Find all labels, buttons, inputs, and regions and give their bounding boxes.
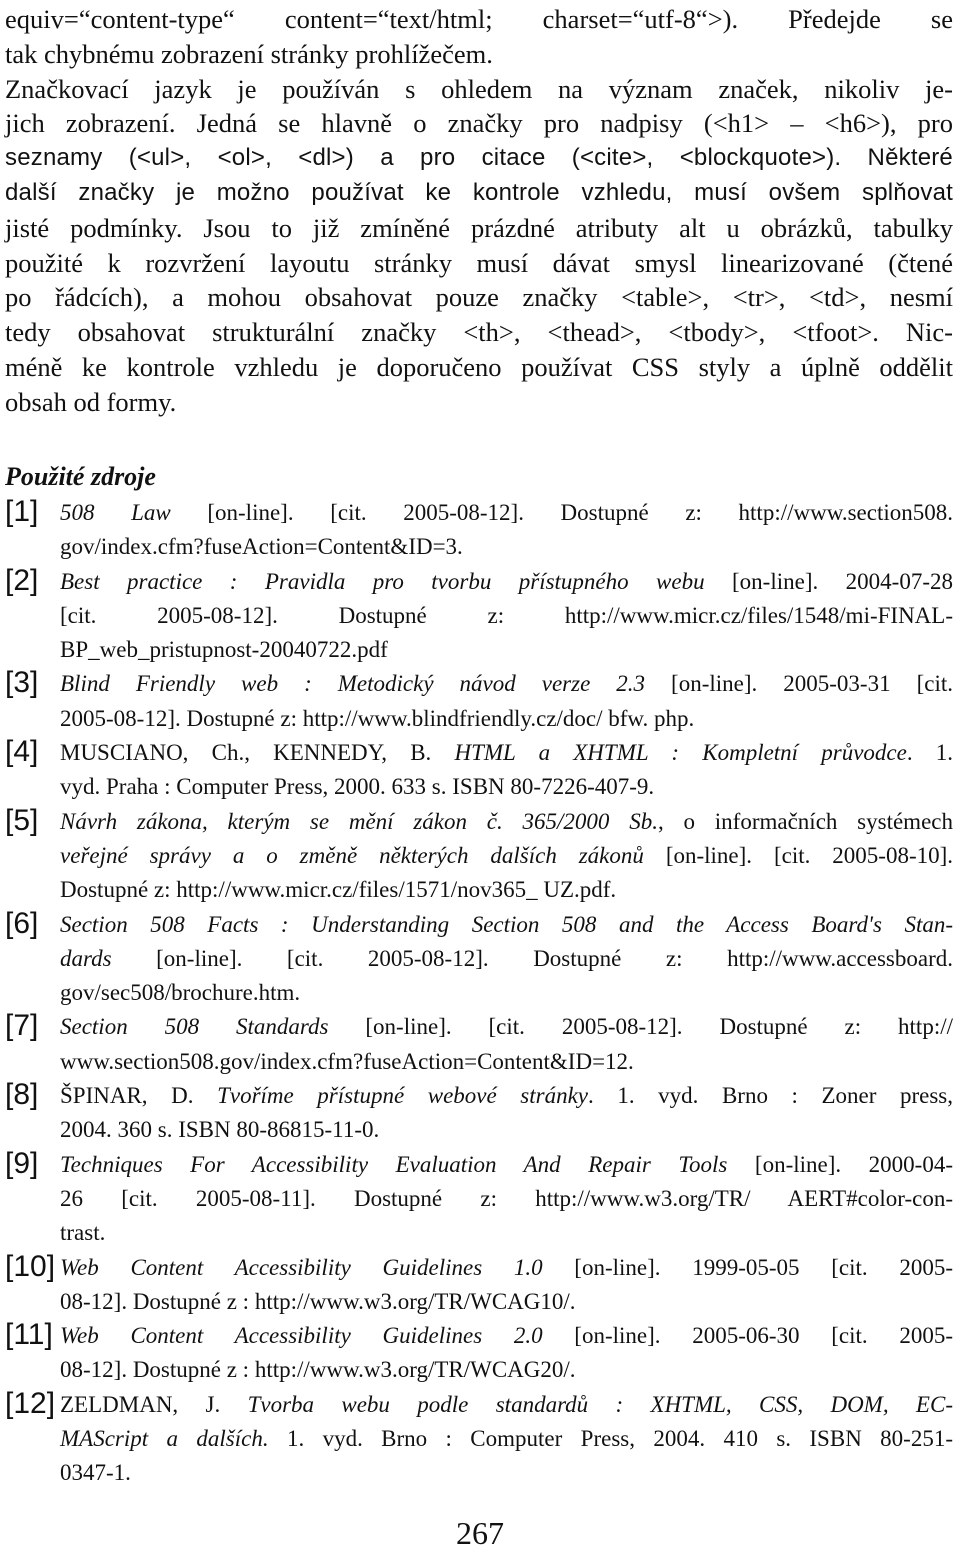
reference-line (60, 565, 953, 599)
reference-text: www.section508.gov/index.cfm?fuseAction=Content&ID=12. (60, 1048, 634, 1074)
reference-item (5, 805, 953, 908)
reference-line (60, 805, 953, 839)
reference-item (5, 908, 953, 1011)
reference-text: . 1. vyd. Brno : Zoner press, (588, 1083, 953, 1109)
reference-item (5, 1319, 953, 1388)
reference-text: 0347-1. (60, 1460, 131, 1486)
reference-number: [7] (5, 1009, 39, 1043)
reference-item (5, 565, 953, 668)
body-line: tedy obsahovat strukturální značky <th>, <thead>, <tbody>, <tfoot>. Nic- (5, 317, 953, 348)
reference-title: Web Content Accessibility Guidelines 2.0 (60, 1323, 543, 1349)
reference-text: 08-12]. Dostupné z : http://www.w3.org/TR/WCAG20/. (60, 1357, 576, 1383)
reference-number: [10] (5, 1249, 56, 1283)
reference-title: Blind Friendly web : Metodický návod verze 2.3 (60, 671, 646, 697)
body-paragraphs (5, 2, 953, 420)
reference-line (60, 1148, 953, 1182)
reference-title: HTML a XHTML : Kompletní průvodce (454, 740, 907, 766)
reference-number: [1] (5, 495, 39, 528)
reference-title: Tvoříme přístupné webové stránky (217, 1083, 588, 1109)
body-line: méně ke kontrole vzhledu je doporučeno používat CSS styly a úplně oddělit (5, 351, 953, 382)
reference-title: 508 Law (60, 500, 171, 525)
reference-number: [6] (5, 906, 39, 940)
reference-line (60, 1045, 953, 1079)
page-number: 267 (456, 1515, 504, 1551)
reference-title: Web Content Accessibility Guidelines 1.0 (60, 1254, 543, 1280)
reference-text: [on-line]. [cit. 2005-08-12]. Dostupné z: http://www.section508. (170, 500, 953, 525)
reference-line (60, 839, 953, 873)
reference-line (60, 1079, 953, 1113)
reference-number: [5] (5, 803, 39, 837)
reference-number: [9] (5, 1146, 39, 1180)
reference-title: veřejné správy a o změně některých dalších zákonů (60, 842, 644, 868)
reference-text: [on-line]. [cit. 2005-08-10]. (643, 842, 954, 868)
reference-line (60, 1422, 953, 1456)
body-line: obsah od formy. (5, 386, 177, 417)
reference-number: [8] (5, 1078, 39, 1112)
reference-number: [11] (5, 1318, 53, 1352)
reference-text: [on-line]. [cit. 2005-08-12]. Dostupné z: http://www.accessboard. (111, 945, 953, 971)
reference-text: [cit. 2005-08-12]. Dostupné z: http://www.micr.cz/files/1548/mi-FINAL- (60, 602, 953, 628)
reference-text: 2004. 360 s. ISBN 80-86815-11-0. (60, 1117, 380, 1143)
reference-item (5, 667, 953, 736)
reference-line (60, 1113, 953, 1147)
reference-text: [on-line]. 2005-06-30 [cit. 2005- (542, 1323, 953, 1349)
reference-line (60, 496, 953, 530)
reference-line (60, 1353, 953, 1387)
reference-line (60, 1319, 953, 1353)
reference-line (60, 1456, 953, 1490)
reference-number: [2] (5, 563, 39, 597)
reference-text: [on-line]. 1999-05-05 [cit. 2005- (542, 1254, 953, 1280)
body-line: použité k rozvržení layoutu stránky musí dávat smysl linearizované (čtené (5, 247, 953, 278)
body-line: seznamy (<ul>, <ol>, <dl>) a pro citace (<cite>, <blockquote>). Některé (5, 144, 953, 172)
reference-text: ZELDMAN, J. (60, 1391, 248, 1417)
reference-number: [12] (5, 1386, 56, 1420)
reference-line (60, 1251, 953, 1285)
body-line: po řádcích), a mohou obsahovat pouze značky <table>, <tr>, <td>, nesmí (5, 282, 953, 313)
reference-title: dards (60, 945, 112, 971)
reference-text: 1. vyd. Brno : Computer Press, 2004. 410 s. ISBN 80-251- (268, 1426, 953, 1452)
reference-line (60, 1388, 953, 1422)
reference-line (60, 633, 953, 667)
reference-title: Návrh zákona, kterým se mění zákon č. 365/2000 Sb. (60, 808, 658, 834)
reference-text: [on-line]. [cit. 2005-08-12]. Dostupné z: http:// (328, 1014, 953, 1040)
reference-line (60, 530, 953, 564)
reference-text: 26 [cit. 2005-08-11]. Dostupné z: http://www.w3.org/TR/ AERT#color-con- (60, 1185, 953, 1211)
reference-line (60, 770, 953, 804)
reference-line (60, 873, 953, 907)
reference-line (60, 908, 953, 942)
reference-line (60, 1285, 953, 1319)
reference-item (5, 736, 953, 805)
reference-text: 08-12]. Dostupné z : http://www.w3.org/TR/WCAG10/. (60, 1288, 576, 1314)
reference-text: [on-line]. 2000-04- (727, 1151, 953, 1177)
reference-text: . 1. (906, 740, 953, 766)
reference-title: Section 508 Facts : Understanding Section 508 and the Access Board's Stan- (60, 911, 953, 937)
reference-line (60, 667, 953, 701)
reference-line (60, 942, 953, 976)
body-line: tak chybnému zobrazení stránky prohlížečem. (5, 38, 493, 69)
reference-text: [on-line]. 2005-03-31 [cit. (645, 671, 953, 697)
reference-item (5, 1388, 953, 1491)
reference-title: Tvorba webu podle standardů : XHTML, CSS, DOM, EC- (247, 1391, 953, 1417)
reference-item (5, 1079, 953, 1148)
reference-line (60, 702, 953, 736)
reference-line (60, 976, 953, 1010)
reference-text: 2005-08-12]. Dostupné z: http://www.blindfriendly.cz/doc/ bfw. php. (60, 705, 695, 731)
reference-text: ŠPINAR, D. (60, 1083, 218, 1109)
reference-title: MAScript a dalších. (60, 1426, 269, 1452)
body-line: Značkovací jazyk je používán s ohledem na význam značek, nikoliv je- (5, 73, 953, 104)
reference-text: , o informačních systémech (657, 808, 953, 834)
reference-text: vyd. Praha : Computer Press, 2000. 633 s. ISBN 80-7226-407-9. (60, 774, 655, 800)
reference-text: trast. (60, 1220, 106, 1246)
reference-item (5, 496, 953, 565)
reference-text: [on-line]. 2004-07-28 (704, 568, 953, 594)
reference-line (60, 1182, 953, 1216)
reference-title: Section 508 Standards (60, 1014, 329, 1040)
reference-text: BP_web_pristupnost-20040722.pdf (60, 637, 388, 663)
reference-title: Best practice : Pravidla pro tvorbu přístupného webu (60, 568, 705, 594)
reference-text: gov/index.cfm?fuseAction=Content&ID=3. (60, 534, 463, 560)
reference-number: [3] (5, 666, 39, 700)
reference-item (5, 1251, 953, 1320)
reference-line (60, 736, 953, 770)
reference-list (5, 496, 953, 1491)
body-line: jich zobrazení. Jedná se hlavně o značky pro nadpisy (<h1> – <h6>), pro (5, 108, 953, 139)
reference-title: Techniques For Accessibility Evaluation And Repair Tools (60, 1151, 728, 1177)
reference-text: gov/sec508/brochure.htm. (60, 980, 301, 1006)
reference-item (5, 1010, 953, 1079)
reference-line (60, 1010, 953, 1044)
body-line: jisté podmínky. Jsou to již zmíněné prázdné atributy alt u obrázků, tabulky (5, 212, 953, 243)
body-line: další značky je možno používat ke kontrole vzhledu, musí ovšem splňovat (5, 178, 953, 206)
reference-line (60, 1216, 953, 1250)
reference-item (5, 1148, 953, 1251)
reference-text: Dostupné z: http://www.micr.cz/files/1571/nov365_ UZ.pdf. (60, 877, 617, 903)
reference-line (60, 599, 953, 633)
body-line: equiv=“content-type“ content=“text/html; charset=“utf-8“>). Předejde se (5, 4, 953, 34)
reference-number: [4] (5, 735, 39, 769)
reference-text: MUSCIANO, Ch., KENNEDY, B. (60, 740, 455, 766)
references-heading: Použité zdroje (5, 462, 156, 491)
